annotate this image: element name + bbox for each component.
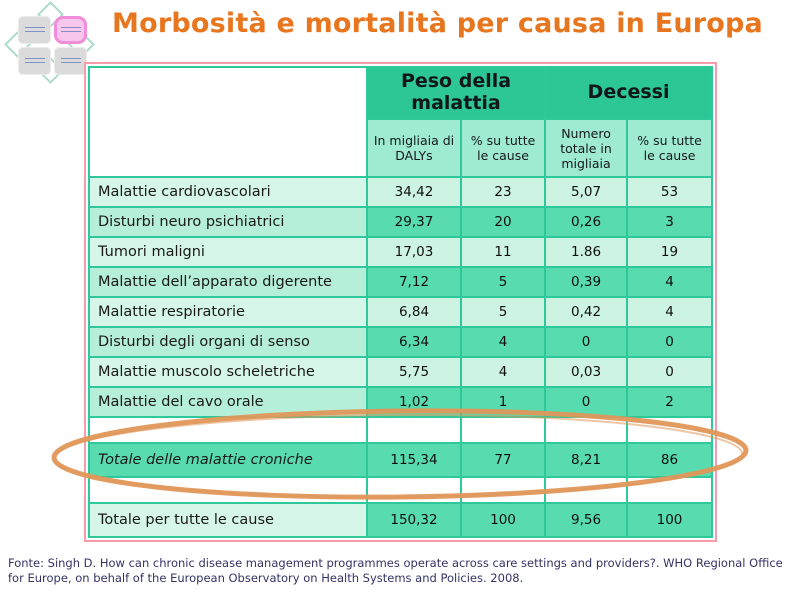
- value-cell: 8,21: [545, 443, 627, 477]
- table-row: [89, 207, 712, 237]
- value-cell: 4: [461, 357, 545, 387]
- value-cell: 86: [627, 443, 712, 477]
- value-cell: 53: [627, 177, 712, 207]
- logo-tile-4[interactable]: [54, 47, 87, 75]
- value-cell: [367, 417, 461, 443]
- value-cell: 0: [545, 327, 627, 357]
- value-cell: 5,75: [367, 357, 461, 387]
- value-cell: 29,37: [367, 207, 461, 237]
- value-cell: [627, 417, 712, 443]
- table-row: [89, 417, 712, 443]
- value-cell: 4: [627, 267, 712, 297]
- value-cell: 0,26: [545, 207, 627, 237]
- table-row: [89, 297, 712, 327]
- tiny-text-scribble: [25, 58, 45, 65]
- table-pink-frame: [84, 62, 717, 542]
- value-cell: 0: [627, 327, 712, 357]
- table-row: [89, 357, 712, 387]
- value-cell: [461, 477, 545, 503]
- value-cell: 115,34: [367, 443, 461, 477]
- row-label: Malattie dell’apparato digerente: [89, 267, 367, 297]
- subheader-dalys: In migliaia di DALYs: [367, 119, 461, 177]
- table-corner-cell: [89, 67, 367, 177]
- value-cell: 4: [461, 327, 545, 357]
- row-label: [89, 417, 367, 443]
- value-cell: 0: [627, 357, 712, 387]
- value-cell: 0: [545, 387, 627, 417]
- value-cell: 77: [461, 443, 545, 477]
- value-cell: 34,42: [367, 177, 461, 207]
- table-row: [89, 443, 712, 477]
- column-group-disease-burden: Peso della malattia: [367, 67, 545, 119]
- column-group-deaths: Decessi: [545, 67, 712, 119]
- table-row: [89, 237, 712, 267]
- value-cell: 19: [627, 237, 712, 267]
- row-label: Malattie muscolo scheletriche: [89, 357, 367, 387]
- source-citation: Fonte: Singh D. How can chronic disease management programmes operate across care settings and providers?. WHO Regional Office for Europe, on behalf of the European Observatory on Health Systems and Policies. 2008.: [8, 556, 783, 585]
- value-cell: 0,39: [545, 267, 627, 297]
- row-label: Malattie del cavo orale: [89, 387, 367, 417]
- value-cell: [545, 477, 627, 503]
- value-cell: 6,84: [367, 297, 461, 327]
- morbidity-mortality-table: [88, 66, 713, 538]
- logo-tile-active[interactable]: [54, 16, 87, 44]
- value-cell: 7,12: [367, 267, 461, 297]
- value-cell: 5: [461, 297, 545, 327]
- row-label: [89, 477, 367, 503]
- tiny-text-scribble: [61, 58, 81, 65]
- value-cell: 1,02: [367, 387, 461, 417]
- value-cell: 23: [461, 177, 545, 207]
- table-row: [89, 327, 712, 357]
- slide-logo: [6, 4, 92, 78]
- value-cell: 11: [461, 237, 545, 267]
- value-cell: 5: [461, 267, 545, 297]
- logo-tile-3[interactable]: [18, 47, 51, 75]
- value-cell: 2: [627, 387, 712, 417]
- value-cell: [367, 477, 461, 503]
- page-title: Morbosità e mortalità per causa in Europa: [112, 8, 763, 39]
- value-cell: 20: [461, 207, 545, 237]
- tiny-text-scribble: [25, 27, 45, 34]
- subheader-pct-all-causes-burden: % su tutte le cause: [461, 119, 545, 177]
- logo-tile-grid: [18, 16, 88, 76]
- value-cell: 9,56: [545, 503, 627, 537]
- tiny-text-scribble: [61, 27, 81, 34]
- value-cell: 17,03: [367, 237, 461, 267]
- row-label: Disturbi degli organi di senso: [89, 327, 367, 357]
- value-cell: 4: [627, 297, 712, 327]
- table-row: [89, 177, 712, 207]
- value-cell: 150,32: [367, 503, 461, 537]
- value-cell: 1.86: [545, 237, 627, 267]
- value-cell: [627, 477, 712, 503]
- table-row: [89, 267, 712, 297]
- row-label: Tumori maligni: [89, 237, 367, 267]
- row-label: Totale per tutte le cause: [89, 503, 367, 537]
- table-row: [89, 477, 712, 503]
- value-cell: 0,42: [545, 297, 627, 327]
- table-row: [89, 503, 712, 537]
- value-cell: 100: [627, 503, 712, 537]
- value-cell: [461, 417, 545, 443]
- value-cell: 100: [461, 503, 545, 537]
- subheader-total-thousands: Numero totale in migliaia: [545, 119, 627, 177]
- value-cell: 1: [461, 387, 545, 417]
- logo-tile-1[interactable]: [18, 16, 51, 44]
- row-label: Totale delle malattie croniche: [89, 443, 367, 477]
- value-cell: [545, 417, 627, 443]
- value-cell: 0,03: [545, 357, 627, 387]
- row-label: Malattie respiratorie: [89, 297, 367, 327]
- subheader-pct-all-causes-deaths: % su tutte le cause: [627, 119, 712, 177]
- row-label: Disturbi neuro psichiatrici: [89, 207, 367, 237]
- row-label: Malattie cardiovascolari: [89, 177, 367, 207]
- value-cell: 3: [627, 207, 712, 237]
- value-cell: 5,07: [545, 177, 627, 207]
- value-cell: 6,34: [367, 327, 461, 357]
- table-row: [89, 387, 712, 417]
